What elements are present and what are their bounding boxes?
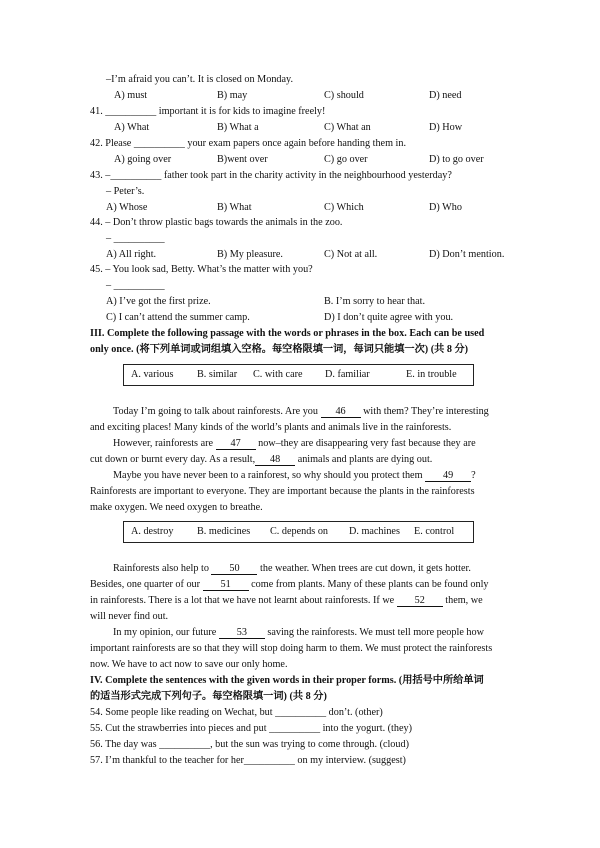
passage-p3-line2: Rainforests are important to everyone. They are important because the plants in the rainforests [90,486,475,497]
q45-option-d[interactable]: D) I don’t quite agree with you. [324,312,454,323]
q44-option-a[interactable]: A) All right. [106,249,157,260]
q42-stem: 42. Please __________ your exam papers once again before handing them in. [90,138,407,149]
q40-option-a[interactable]: A) must [114,90,148,101]
passage-p1-line2: and exciting places! Many kinds of the world’s plants and animals live in the rainforests. [90,422,452,433]
word-box-1-item-e: E. in trouble [406,369,457,380]
q41-stem: 41. __________ important it is for kids to imagine freely! [90,106,326,117]
q45-option-b[interactable]: B. I’m sorry to hear that. [324,296,425,307]
q42-option-b[interactable]: B)went over [217,154,268,165]
section4-heading-line1: IV. Complete the sentences with the given words in their proper forms. (用括号中所给单词 [90,675,484,686]
blank-52[interactable]: 52 [397,595,443,607]
q43-blank[interactable]: __________ [110,170,162,181]
passage-p1-line1: Today I’m going to talk about rainforests. Are you 46 with them? They’re interesting [113,406,489,417]
q45-blank[interactable]: __________ [113,280,165,291]
q41-option-d[interactable]: D) How [429,122,463,133]
q40-option-b[interactable]: B) may [217,90,248,101]
q57-blank[interactable]: __________ [243,755,295,766]
passage-p2-line2: cut down or burnt every day. As a result, 48 animals and plants are dying out. [90,454,433,465]
section4-heading-line2: 的适当形式完成下列句子。每空格限填一词) (共 8 分) [90,691,327,702]
blank-48[interactable]: 48 [255,454,295,466]
q45-stem: 45. – You look sad, Betty. What’s the matter with you? [90,264,313,275]
q55: 55. Cut the strawberries into pieces and put __________ into the yogurt. (they) [90,723,412,734]
q40-option-d[interactable]: D) need [429,90,462,101]
q43-option-a[interactable]: A) Whose [106,202,148,213]
passage-p4-line1: Rainforests also help to 50 the weather. When trees are cut down, it gets hotter. [113,563,471,574]
q41-blank[interactable]: __________ [105,106,157,117]
word-box-2-item-a: A. destroy [131,526,174,537]
passage-p3-line1: Maybe you have never been to a rainforest, so why should you protect them 49 ? [113,470,476,481]
q44-option-b[interactable]: B) My pleasure. [217,249,283,260]
passage-p4-line4: will never find out. [90,611,169,622]
q45-option-c[interactable]: C) I can’t attend the summer camp. [106,312,250,323]
q45-option-a[interactable]: A) I’ve got the first prize. [106,296,211,307]
q44-option-c[interactable]: C) Not at all. [324,249,378,260]
word-box-2-item-d: D. machines [349,526,400,537]
q42-option-d[interactable]: D) to go over [429,154,484,165]
q43-option-d[interactable]: D) Who [429,202,462,213]
word-box-2-item-c: C. depends on [270,526,329,537]
word-box-2 [123,521,474,543]
passage-p4-line3: in rainforests. There is a lot that we have not learnt about rainforests. If we 52 them, we [90,595,483,606]
q45-reply: – __________ [106,280,165,291]
word-box-1-item-c: C. with care [253,369,303,380]
q54-blank[interactable]: __________ [275,707,327,718]
blank-50[interactable]: 50 [211,563,257,575]
q43-option-c[interactable]: C) Which [324,202,364,213]
q56-blank[interactable]: __________ [159,739,211,750]
word-box-1-item-d: D. familiar [325,369,370,380]
passage-p2-line1: However, rainforests are 47 now–they are disappearing very fast because they are [113,438,476,449]
q40-option-c[interactable]: C) should [324,90,364,101]
passage-p4-line2: Besides, one quarter of our 51 come from plants. Many of these plants can be found only [90,579,489,590]
word-box-1-item-a: A. various [131,369,174,380]
q44-blank[interactable]: __________ [113,233,165,244]
q44-option-d[interactable]: D) Don’t mention. [429,249,505,260]
word-box-2-item-e: E. control [414,526,455,537]
blank-53[interactable]: 53 [219,627,265,639]
q41-option-b[interactable]: B) What a [217,122,259,133]
word-box-1-item-b: B. similar [197,369,238,380]
section3-heading-line2: only once. (将下列单词或词组填入空格。每空格限填一词，每词只能填一次) (共 8 分) [90,344,469,355]
q54: 54. Some people like reading on Wechat, but __________ don’t. (other) [90,707,383,718]
q55-blank[interactable]: __________ [269,723,321,734]
q43-option-b[interactable]: B) What [217,202,252,213]
q40-reply: –I’m afraid you can’t. It is closed on Monday. [106,74,294,85]
blank-47[interactable]: 47 [216,438,256,450]
q42-option-c[interactable]: C) go over [324,154,368,165]
passage-p5-line2: important rainforests are so that they will stop doing harm to them. We must protect the rainforests [90,643,493,654]
passage-p5-line3: now. We have to act now to save our only home. [90,659,288,670]
blank-49[interactable]: 49 [425,470,471,482]
blank-51[interactable]: 51 [203,579,249,591]
word-box-1 [123,364,474,386]
q57: 57. I’m thankful to the teacher for her__________ on my interview. (suggest) [90,755,406,766]
q56: 56. The day was __________, but the sun was trying to come through. (cloud) [90,739,409,750]
q44-stem: 44. – Don’t throw plastic bags towards the animals in the zoo. [90,217,343,228]
blank-46[interactable]: 46 [321,406,361,418]
q41-option-c[interactable]: C) What an [324,122,371,133]
q43-stem: 43. –__________ father took part in the charity activity in the neighbourhood yesterday? [90,170,452,181]
word-box-2-item-b: B. medicines [197,526,251,537]
q41-option-a[interactable]: A) What [114,122,150,133]
q42-blank[interactable]: __________ [133,138,185,149]
section3-heading-line1: III. Complete the following passage with the words or phrases in the box. Each can be used [90,328,485,339]
q44-reply: – __________ [106,233,165,244]
passage-p3-line3: make oxygen. We need oxygen to breathe. [90,502,263,513]
q42-option-a[interactable]: A) going over [114,154,172,165]
passage-p5-line1: In my opinion, our future 53 saving the rainforests. We must tell more people how [113,627,484,638]
q43-reply: – Peter’s. [106,186,145,197]
